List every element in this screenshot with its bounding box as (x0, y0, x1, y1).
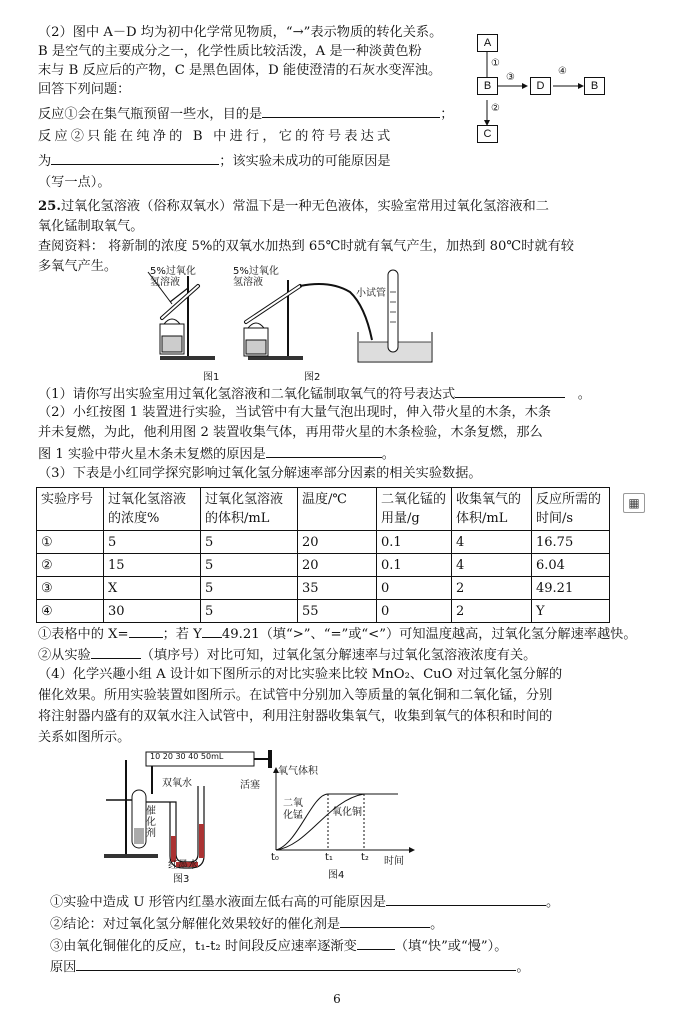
q2-reaction2: 反应②只能在纯净的 B 中进行，它的符号表达式 (38, 129, 394, 144)
q25-part4-d: 关系如图所示。 (38, 730, 131, 745)
table-cell: 0.1 (377, 531, 452, 554)
answer-blank[interactable] (76, 957, 516, 971)
table-cell: 0 (377, 577, 452, 600)
table-cell: 55 (298, 600, 377, 623)
table-cell: 5 (201, 600, 298, 623)
q25-part4-c: 将注射器内盛有的双氧水注入试管中，利用注射器收集氧气，收集到氧气的体积和时间的 (38, 709, 553, 724)
table-cell: ④ (37, 600, 104, 623)
col-header: 二氧化锰的用量/g (377, 488, 452, 531)
answer-blank[interactable] (266, 444, 382, 458)
catalyst-label: 催 化 剂 (146, 806, 156, 839)
col-header: 过氧化氢溶液的体积/mL (201, 488, 298, 531)
table-cell: 5 (201, 554, 298, 577)
q25-part2-c: 图 1 实验中带火星木条未复燃的原因是 。 (38, 444, 395, 464)
answer-blank[interactable] (386, 892, 546, 906)
table-cell: 2 (452, 600, 532, 623)
table-cell: 30 (104, 600, 201, 623)
col-header: 反应所需的时间/s (532, 488, 610, 531)
answer-blank[interactable] (51, 151, 219, 165)
table-header-row (37, 488, 610, 531)
table-cell: ① (37, 531, 104, 554)
fig1-caption: 图1 (203, 372, 220, 383)
q2-line-1: （2）图中 A－D 均为初中化学常见物质，“→”表示物质的转化关系。 (38, 25, 443, 40)
node-a: A (477, 34, 498, 52)
table-cell: 20 (298, 531, 377, 554)
table-ocr-icon[interactable]: ▦ (623, 493, 645, 513)
q2-reaction2-d: （写一点）。 (38, 175, 111, 190)
answer-blank[interactable] (262, 104, 440, 118)
answer-blank[interactable] (202, 624, 222, 638)
node-c: C (477, 125, 498, 143)
fig1-solution-label: 5%过氧化 氢溶液 (150, 266, 196, 288)
table-row (37, 554, 610, 577)
table-cell: 20 (298, 554, 377, 577)
answer-blank[interactable] (91, 645, 141, 659)
q25-ref-2: 多氧气产生。 (38, 259, 118, 274)
fig2-solution-label: 5%过氧化 氢溶液 (233, 266, 279, 288)
q2-line-4: 回答下列问题： (38, 82, 131, 97)
table-cell: 5 (104, 531, 201, 554)
fig4-mno2-label: 二氧 化锰 (283, 798, 303, 821)
q25-part3: （3）下表是小红同学探究影响过氧化氢分解速率部分因素的相关实验数据。 (38, 466, 482, 481)
table-cell: 2 (452, 577, 532, 600)
q25-part2-b: 并未复燃，为此，他利用图 2 装置收集气体，再用带火星的木条检验，木条复燃，那么 (38, 425, 543, 440)
arrow-label-2: ② (491, 103, 500, 114)
table-cell: 35 (298, 577, 377, 600)
arrow-label-4: ④ (558, 66, 567, 77)
fig4-ylabel: 氧气体积 (278, 766, 318, 777)
q2-line-2: B 是空气的主要成分之一，化学性质比较活泼，A 是一种淡黄色粉 (38, 44, 422, 59)
fig4-t0: t₀ (271, 852, 279, 863)
q25-part4-a: （4）化学兴趣小组 A 设计如下图所示的对比实验来比较 MnO₂、CuO 对过氧化氢分解的 (38, 667, 563, 682)
answer-blank[interactable] (455, 384, 565, 398)
table-question-2: ②从实验 （填序号）对比可知，过氧化氢分解速率与过氧化氢溶液浓度有关。 (38, 645, 536, 665)
table-question-1: ①表格中的 X= ；若 Y 49.21（填“>”、“=”或“<”）可知温度越高，过氧化氢分解速率越快。 (38, 624, 637, 644)
node-d: D (530, 77, 551, 95)
q2-reaction1: 反应①会在集气瓶预留一些水，目的是 ； (38, 104, 453, 124)
q25-intro-1: 25.过氧化氢溶液（俗称双氧水）常温下是一种无色液体，实验室常用过氧化氢溶液和二 (38, 199, 549, 214)
table-cell: 4 (452, 554, 532, 577)
table-cell: 0 (377, 600, 452, 623)
table-cell: 4 (452, 531, 532, 554)
table-row (37, 600, 610, 623)
table-cell: X (104, 577, 201, 600)
col-header: 收集氧气的体积/mL (452, 488, 532, 531)
q25-part2-a: （2）小红按图 1 装置进行实验，当试管中有大量气泡出现时，伸入带火星的木条，木条 (38, 405, 552, 420)
q2-line-3: 末与 B 反应后的产物，C 是黑色固体，D 能使澄清的石灰水变浑浊。 (38, 63, 442, 78)
arrow-label-3: ③ (506, 72, 515, 83)
answer-blank[interactable] (129, 624, 163, 638)
answer-blank[interactable] (340, 914, 430, 928)
plunger-label: 活塞 (240, 780, 260, 791)
node-b: B (477, 77, 498, 95)
q2-reaction2-b: 为 ；该实验未成功的可能原因是 (38, 151, 391, 171)
table-cell: ③ (37, 577, 104, 600)
fig2-caption: 图2 (304, 372, 321, 383)
col-header: 实验序号 (37, 488, 104, 531)
node-b2: B (584, 77, 605, 95)
col-header: 温度/℃ (298, 488, 377, 531)
table-cell: 15 (104, 554, 201, 577)
table-cell: Y (532, 600, 610, 623)
sub-question-3: ③由氧化铜催化的反应，t₁-t₂ 时间段反应速率逐渐变 （填“快”或“慢”）。 (50, 936, 507, 956)
table-cell: 49.21 (532, 577, 610, 600)
syringe-scale: 10 20 30 40 50mL (150, 752, 224, 761)
table-row (37, 531, 610, 554)
col-header: 过氧化氢溶液的浓度% (104, 488, 201, 531)
sub-question-2: ②结论：对过氧化氢分解催化效果较好的催化剂是 。 (50, 914, 443, 934)
arrow-label-1: ① (491, 58, 500, 69)
q25-intro-2: 氧化锰制取氧气。 (38, 219, 144, 234)
answer-blank[interactable] (357, 936, 395, 950)
table-cell: 16.75 (532, 531, 610, 554)
fig3-apparatus (96, 744, 276, 874)
experiment-table (36, 487, 610, 623)
h2o2-label: 双氧水 (162, 778, 192, 789)
table-cell: 6.04 (532, 554, 610, 577)
q25-ref-1: 查阅资料： 将新制的浓度 5%的双氧水加热到 65℃时就有氧气产生，加热到 80℃时就有较 (38, 239, 574, 254)
fig4-t2: t₂ (361, 852, 369, 863)
fig2-tube-label: 小试管 (356, 288, 386, 299)
table-cell: 5 (201, 577, 298, 600)
red-ink-label: 红墨水 (168, 860, 198, 871)
table-cell: 5 (201, 531, 298, 554)
q25-part4-b: 催化效果。所用实验装置如图所示。在试管中分别加入等质量的氧化铜和二氧化锰，分别 (38, 688, 553, 703)
fig3-caption: 图3 (173, 874, 190, 885)
q25-part1: （1）请你写出实验室用过氧化氢溶液和二氧化锰制取氧气的符号表达式 。 (38, 384, 591, 404)
sub-question-1: ①实验中造成 U 形管内红墨水液面左低右高的可能原因是 。 (50, 892, 559, 912)
fig4-cuo-label: 氧化铜 (332, 807, 362, 818)
table-cell: 0.1 (377, 554, 452, 577)
table-cell: ② (37, 554, 104, 577)
fig4-caption: 图4 (328, 870, 345, 881)
table-row (37, 577, 610, 600)
sub-question-4: 原因 。 (50, 957, 530, 977)
fig4-t1: t₁ (325, 852, 333, 863)
page-number: 6 (333, 992, 341, 1006)
fig4-xlabel: 时间 (384, 856, 404, 867)
